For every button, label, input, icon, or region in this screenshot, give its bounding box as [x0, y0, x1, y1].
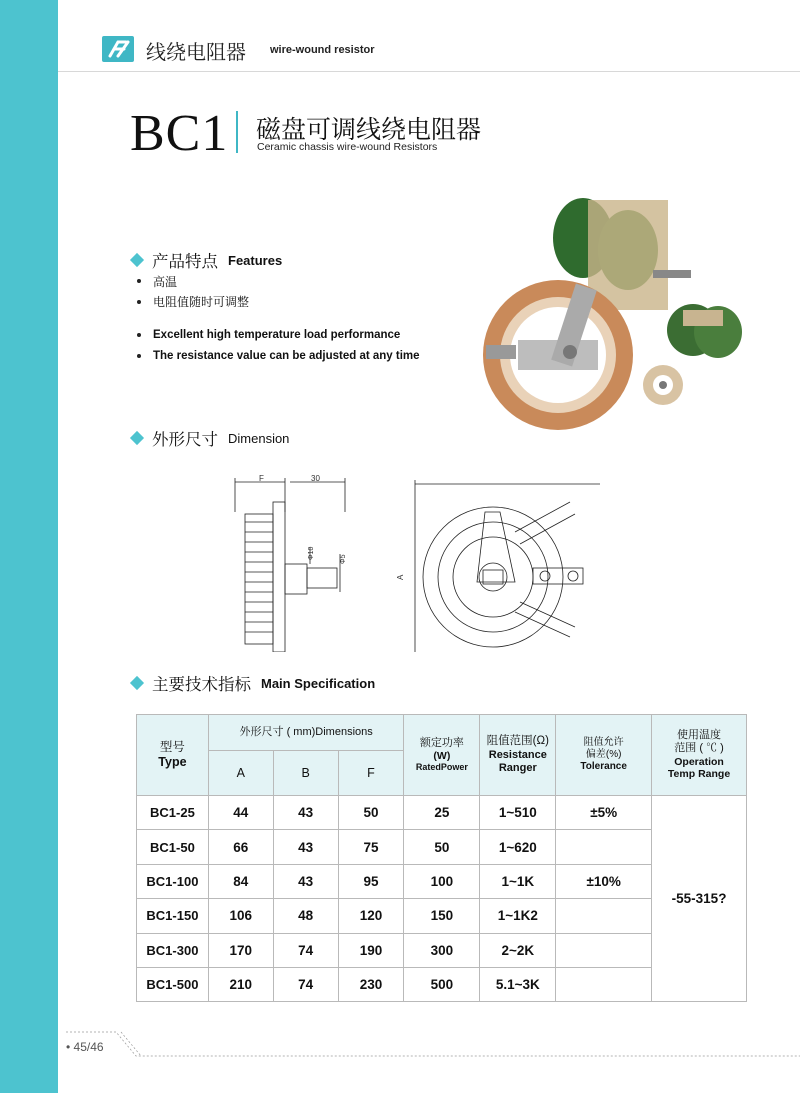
cell-type: BC1-25 [137, 796, 209, 830]
cell-type: BC1-500 [137, 967, 209, 1001]
feature-text: Excellent high temperature load performance [153, 329, 401, 342]
range-header-en1: Resistance [488, 748, 547, 761]
dimension-drawing [215, 472, 615, 652]
dim-f-header: F [338, 751, 404, 796]
cell-temp-range: -55-315? [652, 796, 747, 1002]
product-title-en: Ceramic chassis wire-wound Resistors [257, 141, 438, 153]
feature-text: 电阻值随时可调整 [153, 295, 250, 310]
spec-heading [132, 671, 375, 695]
cell-f: 95 [338, 864, 404, 898]
diamond-bullet-icon [130, 431, 144, 445]
cell-a: 170 [208, 933, 273, 967]
cell-b: 48 [273, 899, 338, 933]
cell-a: 210 [208, 967, 273, 1001]
temp-header [652, 715, 747, 796]
cell-range: 5.1~3K [480, 967, 556, 1001]
cell-power: 50 [404, 830, 480, 864]
dim-b-header: B [273, 751, 338, 796]
spec-heading-cn: 主要技术指标 [152, 675, 251, 694]
brand-logo-icon [102, 36, 134, 62]
cell-range: 1~1K2 [480, 899, 556, 933]
bullet-dot-icon [137, 300, 141, 304]
features-heading-en: Features [228, 252, 283, 268]
tolerance-header-cn2: 偏差(%) [585, 749, 622, 760]
feature-text: The resistance value can be adjusted at any time [153, 349, 420, 362]
type-header-cn: 型号 [159, 740, 185, 754]
cell-power: 100 [404, 864, 480, 898]
dim-label-30: 30 [311, 474, 320, 483]
range-header [480, 715, 556, 796]
cell-type: BC1-50 [137, 830, 209, 864]
power-header-unit: (W) [433, 749, 451, 762]
features-heading [132, 248, 282, 272]
small-resistor-image [643, 304, 742, 405]
cell-b: 43 [273, 796, 338, 830]
cell-a: 66 [208, 830, 273, 864]
cell-a: 106 [208, 899, 273, 933]
power-header-cn: 额定功率 [419, 736, 464, 749]
dimensions-header: 外形尺寸 ( mm)Dimensions [208, 715, 404, 751]
cell-b: 43 [273, 864, 338, 898]
spec-table [136, 714, 747, 1002]
cell-b: 43 [273, 830, 338, 864]
header-category-cn: 线绕电阻器 [146, 40, 246, 64]
cell-power: 500 [404, 967, 480, 1001]
dim-label-d5: Φ5 [340, 554, 347, 564]
diamond-bullet-icon [130, 253, 144, 267]
cell-tolerance-empty [556, 899, 652, 933]
list-item [137, 325, 420, 346]
features-heading-cn: 产品特点 [152, 252, 218, 271]
cell-range: 1~1K [480, 864, 556, 898]
type-header [137, 715, 209, 796]
dim-label-f: F [259, 474, 264, 483]
page-number-text: 45/46 [73, 1040, 104, 1054]
range-header-cn: 阻值范围(Ω) [486, 734, 549, 747]
cell-tolerance-empty [556, 967, 652, 1001]
diamond-bullet-icon [130, 676, 144, 690]
cell-type: BC1-100 [137, 864, 209, 898]
dimension-heading [132, 426, 289, 450]
features-list-cn [137, 271, 249, 312]
power-header-en: RatedPower [415, 762, 468, 773]
cell-f: 120 [338, 899, 404, 933]
cell-range: 1~620 [480, 830, 556, 864]
temp-header-en1: Operation [674, 755, 724, 768]
range-header-en2: Ranger [498, 761, 537, 774]
cell-tolerance-empty [556, 933, 652, 967]
dimension-heading-cn: 外形尺寸 [152, 430, 218, 449]
bullet-dot-icon [137, 354, 141, 358]
cell-b: 74 [273, 933, 338, 967]
cell-f: 230 [338, 967, 404, 1001]
spec-heading-en: Main Specification [261, 675, 376, 691]
cell-a: 44 [208, 796, 273, 830]
tolerance-header-cn1: 阻值允许 [583, 737, 624, 748]
features-list-en [137, 325, 420, 366]
list-item [137, 271, 249, 292]
cell-range: 2~2K [480, 933, 556, 967]
cell-f: 50 [338, 796, 404, 830]
product-photo [478, 190, 760, 442]
table-row [137, 796, 747, 830]
header-category-en: wire-wound resistor [270, 44, 375, 56]
cell-range: 1~510 [480, 796, 556, 830]
dim-label-d10: Φ10 [308, 546, 315, 560]
type-header-en: Type [158, 755, 187, 769]
cell-type: BC1-300 [137, 933, 209, 967]
page-number: • 45/46 [66, 1040, 104, 1054]
product-title-cn: 磁盘可调线绕电阻器 [256, 115, 482, 144]
temp-header-cn2: 范围 ( ℃ ) [674, 742, 724, 755]
cell-type: BC1-150 [137, 899, 209, 933]
cell-power: 150 [404, 899, 480, 933]
dim-label-a: A [396, 574, 405, 580]
dim-a-header: A [208, 751, 273, 796]
footer-decoration [66, 1030, 800, 1060]
tolerance-header-en: Tolerance [580, 761, 627, 772]
cell-a: 84 [208, 864, 273, 898]
cell-b: 74 [273, 967, 338, 1001]
list-item [137, 292, 249, 313]
cell-tolerance: ±10% [556, 864, 652, 898]
cell-f: 190 [338, 933, 404, 967]
temp-header-cn1: 使用温度 [677, 729, 722, 742]
cell-tolerance: ±5% [556, 796, 652, 830]
cell-power: 25 [404, 796, 480, 830]
cell-power: 300 [404, 933, 480, 967]
bullet-dot-icon [137, 279, 141, 283]
dimension-heading-en: Dimension [228, 430, 290, 446]
cell-tolerance-empty [556, 830, 652, 864]
power-header [404, 715, 480, 796]
page-header [58, 0, 800, 72]
tolerance-header [556, 715, 652, 796]
list-item [137, 346, 420, 367]
large-resistor-image [483, 280, 633, 430]
cell-f: 75 [338, 830, 404, 864]
feature-text: 高温 [153, 274, 178, 289]
side-color-bar [0, 0, 58, 1093]
temp-header-en2: Temp Range [667, 768, 731, 781]
bullet-dot-icon [137, 333, 141, 337]
product-code: BC1 [130, 105, 229, 162]
title-divider [236, 111, 238, 153]
